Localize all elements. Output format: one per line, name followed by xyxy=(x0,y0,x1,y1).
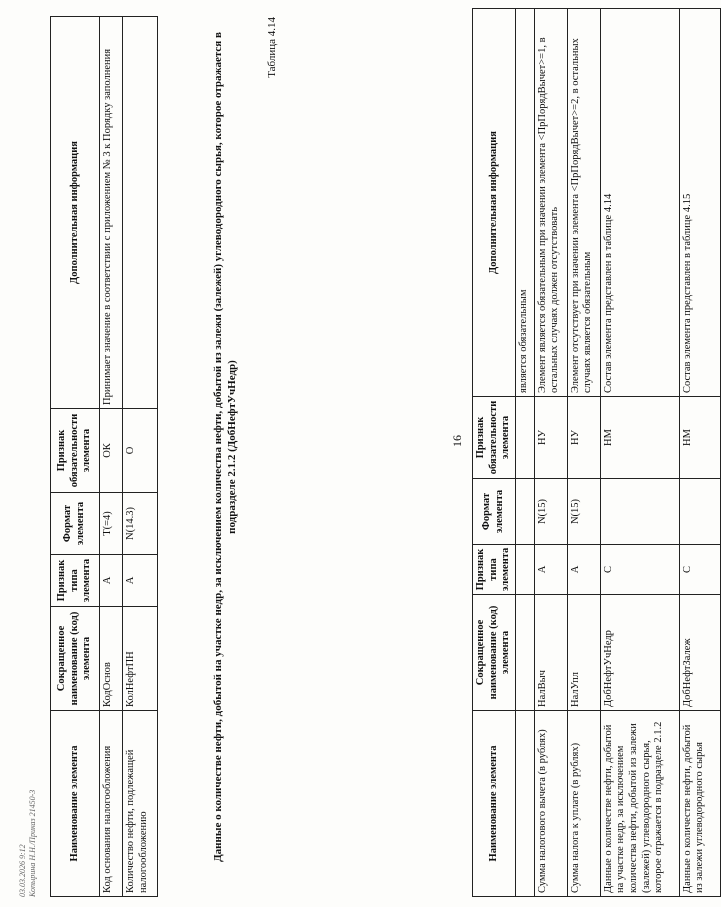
cell-required: НМ xyxy=(600,397,679,479)
cell-info: является обязательным xyxy=(515,9,534,397)
cell-required: О xyxy=(123,409,158,493)
header-type: Признак типа элемента xyxy=(473,545,516,595)
cell-info xyxy=(123,17,158,409)
table-row xyxy=(123,17,158,897)
header-info: Дополнительная информация xyxy=(51,17,100,409)
cell-info: Состав элемента представлен в таблице 4.15 xyxy=(679,9,720,397)
cell-code: НалВыч xyxy=(534,595,567,711)
table-row xyxy=(534,9,567,897)
cell-name: Сумма налога к уплате (в рублях) xyxy=(567,711,600,897)
cell-info: Принимает значение в соответствии с приложением № 3 к Порядку заполнения xyxy=(100,17,123,409)
cell-required: НМ xyxy=(679,397,720,479)
header-code: Сокращенное наименование (код) элемента xyxy=(473,595,516,711)
page-number: 16 xyxy=(450,435,464,447)
table-row xyxy=(515,9,534,897)
cell-type xyxy=(515,545,534,595)
cell-required: НУ xyxy=(534,397,567,479)
stamp-signer: Копырина Н.Н./Приказ 21450-3 xyxy=(27,789,37,897)
cell-info: Элемент отсутствует при значении элемента <ПрПорядВычет>=2, в остальных случаях является обязательным xyxy=(567,9,600,397)
cell-format xyxy=(515,479,534,545)
cell-code: ДобНефтЗалеж xyxy=(679,595,720,711)
header-format: Формат элемента xyxy=(51,493,100,555)
cell-format: N(14.3) xyxy=(123,493,158,555)
cell-format: N(15) xyxy=(567,479,600,545)
cell-name: Количество нефти, подлежащей налогообложению xyxy=(123,711,158,897)
table-row xyxy=(567,9,600,897)
cell-format xyxy=(600,479,679,545)
header-name: Наименование элемента xyxy=(473,711,516,897)
cell-code: КолНефтПН xyxy=(123,607,158,711)
header-info: Дополнительная информация xyxy=(473,9,516,397)
cell-required xyxy=(515,397,534,479)
table-4-14 xyxy=(50,16,158,897)
cell-format xyxy=(679,479,720,545)
cell-type: С xyxy=(679,545,720,595)
cell-info: Элемент является обязательным при значении элемента <ПрПорядВычет>=1, в остальных случаях должен отсутствовать xyxy=(534,9,567,397)
cell-name: Данные о количестве нефти, добытой из залежи углеводородного сырья xyxy=(679,711,720,897)
header-type: Признак типа элемента xyxy=(51,555,100,607)
header-required: Признак обязательности элемента xyxy=(51,409,100,493)
signature-stamp xyxy=(18,790,37,897)
cell-format: N(15) xyxy=(534,479,567,545)
table-title: Данные о количестве нефти, добытой на участке недр, за исключением количества нефти, добытой из залежи (залежей) углеводородного сырья, которое отражается в подразделе 2.1.2 (ДобНефтУчНедр) xyxy=(212,32,238,862)
cell-code: ДобНефтУчНедр xyxy=(600,595,679,711)
cell-name: Код основания налогообложения xyxy=(100,711,123,897)
header-name: Наименование элемента xyxy=(51,711,100,897)
header-code: Сокращенное наименование (код) элемента xyxy=(51,607,100,711)
cell-type: А xyxy=(123,555,158,607)
table-row xyxy=(679,9,720,897)
cell-required: ОК xyxy=(100,409,123,493)
cell-code: НалУпл xyxy=(567,595,600,711)
table-header-row xyxy=(473,9,516,897)
cell-info: Состав элемента представлен в таблице 4.14 xyxy=(600,9,679,397)
cell-code: КодОснов xyxy=(100,607,123,711)
cell-name: Данные о количестве нефти, добытой на участке недр, за исключением количества нефти, добытой из залежи (залежей) углеводородного сырья, которое отражается в подразделе 2.1.2 xyxy=(600,711,679,897)
cell-required: НУ xyxy=(567,397,600,479)
cell-format: T(=4) xyxy=(100,493,123,555)
cell-type: С xyxy=(600,545,679,595)
table-number: Таблица 4.14 xyxy=(266,17,278,78)
table-elements xyxy=(472,8,721,897)
stamp-date: 03.03.2026 9:12 xyxy=(18,844,27,897)
table-row xyxy=(100,17,123,897)
table-row xyxy=(600,9,679,897)
cell-name xyxy=(515,711,534,897)
cell-name: Сумма налогового вычета (в рублях) xyxy=(534,711,567,897)
table-header-row xyxy=(51,17,100,897)
cell-type: А xyxy=(100,555,123,607)
cell-type: А xyxy=(534,545,567,595)
cell-type: А xyxy=(567,545,600,595)
cell-code xyxy=(515,595,534,711)
header-required: Признак обязательности элемента xyxy=(473,397,516,479)
header-format: Формат элемента xyxy=(473,479,516,545)
